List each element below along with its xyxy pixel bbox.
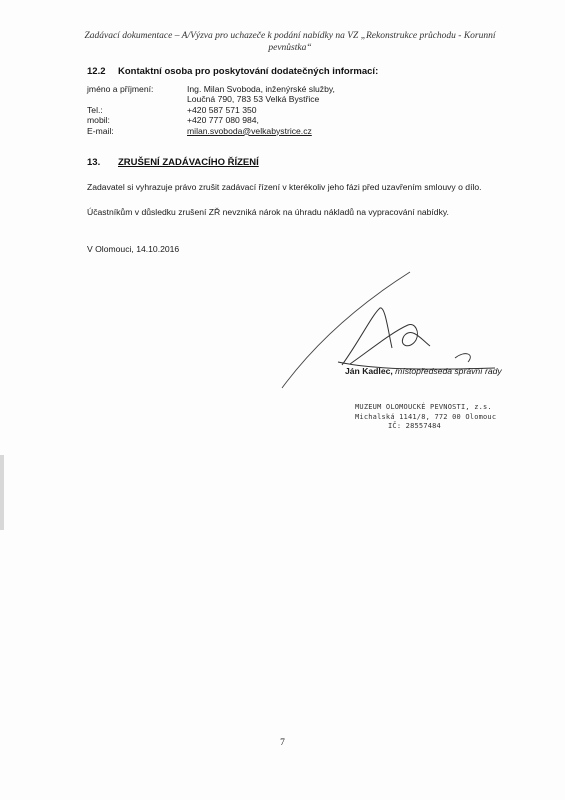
contact-row-address bbox=[87, 94, 447, 104]
cancellation-paragraph-2: Účastníkům v důsledku zrušení ZŘ nevzniká nárok na úhradu nákladů na vypracování nabídky. bbox=[87, 207, 449, 217]
scan-edge-mark bbox=[0, 455, 4, 530]
contact-label: jméno a příjmení: bbox=[87, 84, 154, 94]
contact-value: +420 587 571 350 bbox=[187, 104, 257, 115]
section-12-2-title: Kontaktní osoba pro poskytování dodatečných informací: bbox=[118, 66, 379, 77]
section-12-2-number: 12.2 bbox=[87, 66, 106, 77]
email-link[interactable]: milan.svoboda@velkabystrice.cz bbox=[187, 125, 312, 136]
stamp-line-3: IČ: 28557484 bbox=[388, 422, 441, 430]
stamp-line-2: Michalská 1141/8, 772 00 Olomouc bbox=[355, 412, 497, 421]
contact-value: +420 777 080 984, bbox=[187, 115, 259, 126]
page-number: 7 bbox=[280, 738, 285, 748]
organization-stamp bbox=[355, 403, 496, 432]
signer-line bbox=[345, 366, 502, 376]
contact-label: mobil: bbox=[87, 115, 110, 126]
contact-block bbox=[87, 84, 447, 136]
page-header bbox=[60, 30, 520, 54]
place-date: V Olomouci, 14.10.2016 bbox=[87, 244, 180, 254]
header-line-1: Zadávací dokumentace – A/Výzva pro uchazeče k podání nabídky na VZ „Rekonstrukce průchodu - Korunní bbox=[84, 31, 496, 41]
contact-value: Loučná 790, 783 53 Velká Bystřice bbox=[187, 94, 320, 105]
contact-label: E-mail: bbox=[87, 125, 114, 136]
contact-row-mobile bbox=[87, 115, 447, 125]
header-line-2: pevnůstka“ bbox=[268, 43, 312, 53]
section-13-title: ZRUŠENÍ ZADÁVACÍHO ŘÍZENÍ bbox=[118, 157, 259, 168]
stamp-line-1: MUZEUM OLOMOUCKÉ PEVNOSTI, z.s. bbox=[355, 403, 492, 411]
contact-row-email bbox=[87, 126, 447, 136]
section-13-number: 13. bbox=[87, 157, 101, 168]
signer-name: Ján Kadlec, bbox=[345, 366, 393, 376]
contact-row-name bbox=[87, 84, 447, 94]
signer-role: místopředseda správní rady bbox=[395, 366, 502, 376]
cancellation-paragraph-1: Zadavatel si vyhrazuje právo zrušit zadávací řízení v kterékoliv jeho fázi před uzavřením smlouvy o dílo. bbox=[87, 182, 482, 192]
contact-label bbox=[87, 94, 187, 104]
contact-row-phone bbox=[87, 105, 447, 115]
contact-label: Tel.: bbox=[87, 104, 103, 115]
contact-value: Ing. Milan Svoboda, inženýrské služby, bbox=[187, 84, 335, 94]
